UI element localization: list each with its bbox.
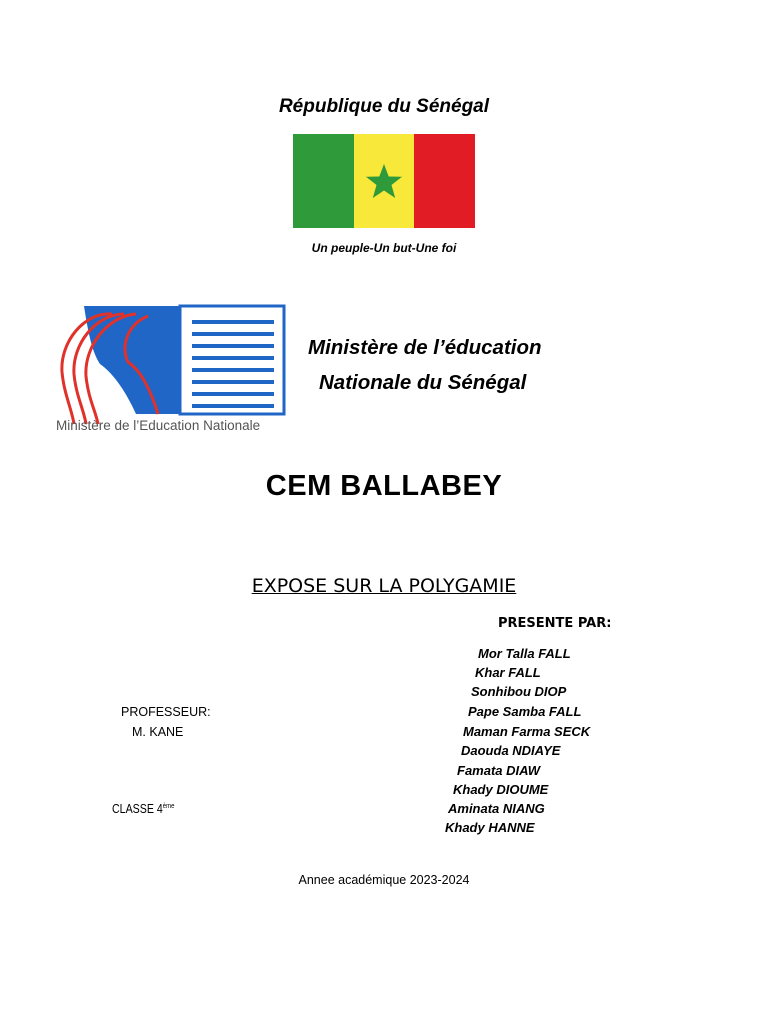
student-name: Daouda NDIAYE xyxy=(461,743,561,758)
school-name: CEM BALLABEY xyxy=(265,470,503,502)
student-name: Khar FALL xyxy=(475,665,541,680)
republic-title: République du Sénégal xyxy=(278,96,490,117)
teacher-label: PROFESSEUR: xyxy=(121,705,211,719)
star-icon xyxy=(364,162,404,200)
ministry-line-2: Nationale du Sénégal xyxy=(319,371,527,394)
class-superscript: ème xyxy=(162,802,175,810)
logo-caption: Ministère de l’Education Nationale xyxy=(56,418,261,433)
student-name: Mor Talla FALL xyxy=(478,646,571,661)
presented-by-label: PRESENTE PAR: xyxy=(498,616,612,631)
student-name: Aminata NIANG xyxy=(448,801,545,816)
academic-year: Annee académique 2023-2024 xyxy=(298,873,470,887)
flag-band-yellow xyxy=(354,134,415,228)
ministry-title xyxy=(308,330,542,400)
student-name: Sonhibou DIOP xyxy=(471,684,567,699)
student-name: Khady DIOUME xyxy=(453,782,549,797)
national-motto: Un peuple-Un but-Une foi xyxy=(311,241,457,255)
ministry-line-1: Ministère de l’éducation xyxy=(308,336,542,359)
class-label xyxy=(112,802,174,816)
student-name: Maman Farma SECK xyxy=(463,724,591,739)
student-name: Pape Samba FALL xyxy=(468,704,582,719)
flag-band-red xyxy=(414,134,475,228)
flag-band-green xyxy=(293,134,354,228)
student-name: Famata DIAW xyxy=(457,763,541,778)
senegal-flag xyxy=(293,134,475,228)
topic-title: EXPOSE SUR LA POLYGAMIE xyxy=(251,575,517,597)
teacher-name: M. KANE xyxy=(132,725,184,739)
class-level: CLASSE 4 xyxy=(112,802,163,816)
student-name: Khady HANNE xyxy=(445,820,535,835)
